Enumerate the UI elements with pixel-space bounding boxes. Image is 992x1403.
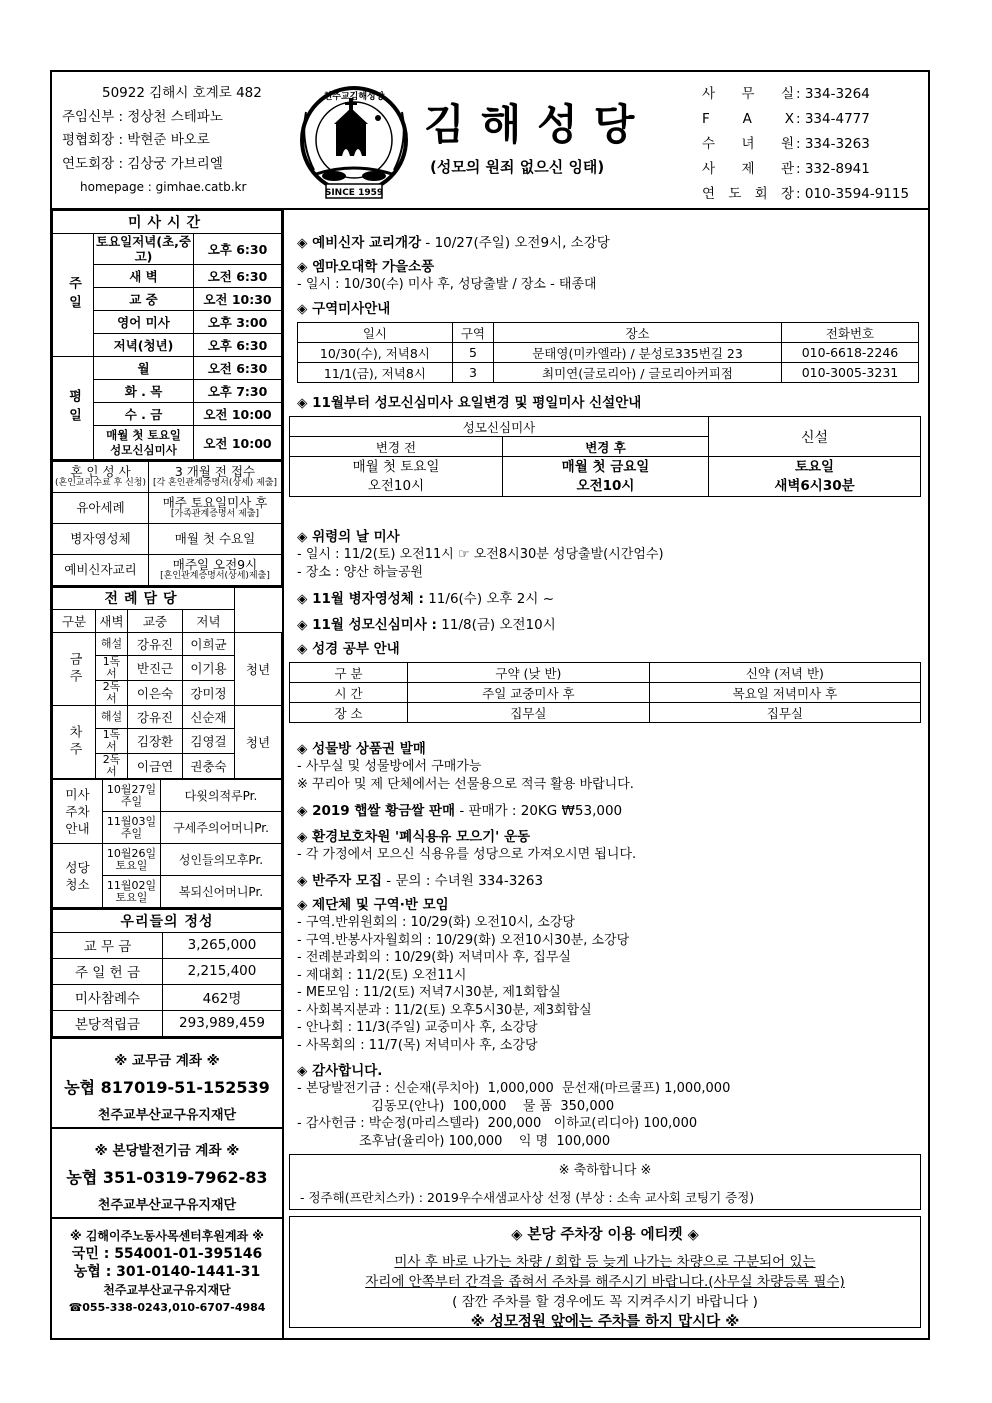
notice-district [297, 300, 390, 318]
page-title: 김해성당 [424, 100, 651, 149]
offering-value: 2,215,400 [163, 958, 282, 984]
notice-marian [297, 394, 641, 412]
sacrament-name [53, 523, 149, 554]
district-col-header: 구역 [452, 323, 493, 343]
sacrament-name [53, 554, 149, 585]
notice-sick-communion [297, 590, 554, 608]
main-column [287, 210, 928, 1338]
notice-title: ◈ 제단체 및 구역·반 모임 [297, 897, 449, 913]
duty-row [53, 844, 282, 876]
sacrament-value-text: 매주 토요일미사 후 [162, 495, 268, 510]
parking-line2: 자리에 안쪽부터 간격을 좁혀서 주차를 해주시기 바랍니다.(사무실 차량등록 필수) [365, 1274, 845, 1290]
marian-after-head: 변경 후 [503, 437, 709, 457]
thanks-item: - 본당발전기금 : 신순재(루치아) 1,000,000 문선재(마르쿨프) 1,000,000 [297, 1081, 731, 1096]
contact-label-char: 사 [702, 86, 716, 102]
contact-label-char: 도 [728, 186, 742, 202]
meeting-list [297, 914, 629, 1054]
sacrament-value-text: 매월 첫 수요일 [174, 531, 256, 546]
bible-col-header: 신약 (저녁 반) [649, 663, 920, 683]
homepage: homepage : gimhae.catb.kr [80, 180, 247, 194]
notice-title: ◈ 2019 햅쌀 황금쌀 판매 [297, 803, 456, 819]
mass-time: 오후 6:30 [194, 334, 282, 357]
mass-name: 새 벽 [94, 265, 194, 288]
liturgy-main: 신순재 [183, 706, 235, 729]
district-mass-table [297, 322, 919, 383]
labor-phone: ☎055-338-0243,010-6707-4984 [68, 1300, 266, 1314]
duty-date: 11월03일 주일 [103, 812, 161, 844]
bible-row [290, 683, 921, 703]
meeting-item: - 전례분과회의 : 10/29(화) 저녁미사 후, 집무실 [297, 950, 571, 965]
header [52, 72, 928, 210]
contact-row [702, 182, 928, 207]
contact-label [702, 132, 796, 157]
mass-name: 화 . 목 [94, 380, 194, 403]
notice-emmaus-detail: - 일시 : 10/30(수) 미사 후, 성당출발 / 장소 - 태종대 [297, 277, 597, 292]
liturgy-dawn: 김장환 [128, 729, 183, 754]
mass-schedule-head: 미사시간 [53, 211, 282, 234]
bible-study-table [289, 662, 921, 723]
district-date: 10/30(수), 저녁8시 [298, 343, 453, 363]
offering-row [53, 1010, 282, 1036]
liturgy-col-header: 저녁 [183, 610, 235, 633]
notice-marian-nov [297, 616, 556, 634]
notice-emmaus [297, 258, 434, 276]
liturgy-main: 김영걸 [183, 729, 235, 754]
bible-cell: 목요일 저녁미사 후 [649, 683, 920, 703]
sacrament-name-text: 유아세례 [76, 500, 125, 515]
duty-date: 10월27일 주일 [103, 780, 161, 812]
contact-label-char: 장 [780, 186, 794, 202]
duty-group: 성인들의모후Pr. [161, 844, 282, 876]
liturgy-col-header: 새벽 [96, 610, 128, 633]
address: 50922 김해시 호계로 482 [102, 85, 262, 101]
liturgy-main: 이기용 [183, 656, 235, 681]
offering-name: 주 일 헌 금 [53, 958, 163, 984]
contact-label-char: 실 [780, 86, 794, 102]
notice-text: - 문의 : 수녀원 334-3263 [382, 873, 544, 889]
mass-name: 영어 미사 [94, 311, 194, 334]
parking-title: ◈ 본당 주차장 이용 에티켓 ◈ [511, 1227, 699, 1243]
notice-oil-collection-detail: - 각 가정에서 모으신 식용유를 성당으로 가져오시면 됩니다. [297, 847, 637, 862]
contact-label-char: 원 [780, 136, 794, 152]
notice-title: ◈ 11월 병자영성체 : [297, 591, 424, 607]
labor-owner: 천주교부산교구유지재단 [103, 1282, 231, 1297]
notice-text: - 판매가 : 20KG ₩53,000 [455, 803, 623, 819]
offering-name: 미사참례수 [53, 984, 163, 1010]
sacrament-value-note: [가족관계증명서 제출] [170, 509, 260, 519]
sacrament-value-note: [각 혼인관계증명서(상세) 제출] [152, 478, 278, 489]
sacrament-value [149, 492, 282, 523]
notice-title: ◈ 엠마오대학 가을소풍 [297, 259, 435, 275]
bulletin-page [50, 70, 930, 1340]
district-zone: 3 [452, 363, 493, 383]
meeting-item: - 제대회 : 11/2(토) 오전11시 [297, 967, 467, 983]
contact-value: : 332-8941 [796, 161, 870, 177]
bible-cell: 집무실 [649, 703, 920, 723]
labor-title: ※ 김해이주노동사목센터후원계좌 ※ [70, 1228, 264, 1243]
contact-list [702, 82, 928, 207]
bible-col-header: 구약 (낮 반) [408, 663, 650, 683]
account-box-2 [52, 1127, 282, 1217]
contact-row [702, 132, 928, 157]
notice-catechumen [297, 234, 610, 252]
notice-title: ◈ 성경 공부 안내 [297, 641, 400, 657]
labor-center-box [52, 1217, 282, 1321]
notice-thanks [297, 1062, 382, 1080]
district-zone: 5 [452, 343, 493, 363]
contact-label-char: 수 [702, 136, 716, 152]
sacrament-value [149, 523, 282, 554]
liturgy-dawn: 반진근 [128, 656, 183, 681]
sacrament-value-text: 3 개월 전 접수 [174, 464, 256, 480]
bible-cell: 시 간 [290, 683, 408, 703]
notice-meetings [297, 896, 449, 914]
notice-gift-cards-detail2: ※ 꾸리아 및 제 단체에서는 선물용으로 적극 활용 바랍니다. [297, 777, 634, 792]
marian-before-head: 변경 전 [290, 437, 503, 457]
contact-row [702, 107, 928, 132]
contact-value: : 010-3594-9115 [796, 186, 910, 202]
bible-col-header: 구 분 [290, 663, 408, 683]
notice-oil-collection [297, 828, 530, 846]
account-title: ※ 본당발전기금 계좌 ※ [94, 1142, 240, 1159]
duty-row [53, 780, 282, 812]
liturgy-dawn: 강유진 [128, 706, 183, 729]
mass-time: 오후 3:00 [194, 311, 282, 334]
mass-row [53, 234, 282, 265]
duty-table [52, 779, 282, 908]
notice-gift-cards [297, 740, 426, 758]
liturgy-week-label: 금주 [53, 633, 96, 706]
marian-new: 토요일 새벽6시30분 [709, 457, 921, 497]
liturgy-week-label: 차주 [53, 706, 96, 779]
contact-label-char: A [742, 111, 752, 127]
contact-label-char: 사 [702, 161, 716, 177]
offering-head: 우리들의 정성 [53, 909, 282, 932]
district-place: 최미연(글로리아) / 글로리아커피점 [494, 363, 782, 383]
notice-bible-study [297, 640, 400, 658]
pastor: 주임신부 : 정상천 스테파노 [62, 108, 223, 125]
mass-time: 오전 6:30 [194, 265, 282, 288]
sacrament-name-text: 혼 인 성 사 [70, 464, 131, 480]
notice-title: ◈ 11월부터 성모신심미사 요일변경 및 평일미사 신설안내 [297, 395, 642, 411]
sacrament-name [53, 461, 149, 492]
contact-row [702, 82, 928, 107]
mass-schedule-table [52, 210, 282, 460]
duty-date: 10월26일 토요일 [103, 844, 161, 876]
marian-mass-table [289, 416, 921, 497]
liturgy-col-header: 구분 [53, 610, 96, 633]
liturgy-role: 1독서 [96, 656, 128, 681]
marian-head: 성모신심미사 [290, 417, 709, 437]
liturgy-role: 해설 [96, 633, 128, 656]
mass-name: 월 [94, 357, 194, 380]
liturgy-role: 2독서 [96, 754, 128, 779]
offering-row [53, 932, 282, 958]
mass-time: 오전 10:30 [194, 288, 282, 311]
notice-text: 11/8(금) 오전10시 [436, 617, 556, 633]
notice-title: ◈ 성물방 상품권 발매 [297, 741, 426, 757]
liturgy-col-header: 교중 [128, 610, 183, 633]
district-date: 11/1(금), 저녁8시 [298, 363, 453, 383]
sacrament-name-text: 병자영성체 [70, 531, 131, 546]
notice-all-souls-time: - 일시 : 11/2(토) 오전11시 ☞ 오전8시30분 성당출발(시간엄수) [297, 547, 664, 562]
contact-label-char: 연 [702, 186, 716, 202]
contact-row [702, 157, 928, 182]
bible-cell: 집무실 [408, 703, 650, 723]
liturgy-head: 전례담당 [53, 587, 235, 610]
bible-cell: 장 소 [290, 703, 408, 723]
labor-line2: 농협 : 301-0140-1441-31 [73, 1263, 261, 1280]
notice-all-souls-place: - 장소 : 양산 하늘공원 [297, 565, 424, 580]
bible-row [290, 703, 921, 723]
contact-label-char: F [702, 111, 710, 127]
contact-label-char: 무 [741, 86, 755, 102]
thanks-item: - 감사헌금 : 박순정(마리스텔라) 200,000 이하교(리디아) 100,000 [297, 1116, 698, 1131]
offering-value: 462명 [163, 984, 282, 1010]
offering-name: 교 무 금 [53, 932, 163, 958]
district-col-header: 장소 [494, 323, 782, 343]
notice-text: - 10/27(주일) 오전9시, 소강당 [421, 235, 610, 251]
liturgy-role: 1독서 [96, 729, 128, 754]
left-column [52, 210, 284, 1338]
seal-since-text: SINCE 1959 [324, 188, 384, 198]
mass-name: 수 . 금 [94, 403, 194, 426]
duty-date: 11월02일 토요일 [103, 876, 161, 908]
contact-value: : 334-4777 [796, 111, 870, 127]
duty-group: 다윗의적루Pr. [161, 780, 282, 812]
notice-text: 11/6(수) 오후 2시 ~ [423, 591, 555, 607]
liturgy-dawn: 이은숙 [128, 681, 183, 706]
liturgy-dawn: 강유진 [128, 633, 183, 656]
sacrament-note: (혼인교리수료 후 신청) [55, 478, 146, 489]
contact-value: : 334-3264 [796, 86, 870, 102]
account-owner: 천주교부산교구유지재단 [97, 1197, 237, 1213]
duty-group: 구세주의어머니Pr. [161, 812, 282, 844]
district-phone: 010-6618-2246 [781, 343, 918, 363]
meeting-item: - 사회복지분과 : 11/2(토) 오후5시30분, 제3회합실 [297, 1002, 592, 1018]
mass-time: 오후 6:30 [194, 234, 282, 265]
contact-label-char: 녀 [741, 136, 755, 152]
mass-group-label: 주일 [53, 234, 94, 357]
account-number: 농협 351-0319-7962-83 [66, 1167, 268, 1187]
notice-title: ◈ 환경보호차원 '폐식용유 모으기' 운동 [297, 829, 531, 845]
thanks-item: 조후남(율리아) 100,000 익 명 100,000 [297, 1133, 611, 1149]
notice-title: ◈ 예비신자 교리개강 [297, 235, 422, 251]
liturgy-dawn: 이금연 [128, 754, 183, 779]
mass-name: 토요일저녁(초,중고) [94, 234, 194, 265]
contact-value: : 334-3263 [796, 136, 870, 152]
marian-after: 매월 첫 금요일 오전10시 [503, 457, 709, 497]
notice-title: ◈ 구역미사안내 [297, 301, 391, 317]
page-subtitle: (성모의 원죄 없으신 잉태) [430, 158, 605, 176]
liturgy-evening: 청년 [235, 706, 282, 779]
district-row [298, 343, 919, 363]
congrats-box [289, 1154, 921, 1210]
liturgy-main: 강미정 [183, 681, 235, 706]
seal-top-text: 천주교김해성당 [323, 92, 385, 102]
notice-title: ◈ 감사합니다. [297, 1063, 383, 1079]
congrats-title: ※ 축하합니다 ※ [558, 1163, 652, 1178]
notice-title: ◈ 위령의 날 미사 [297, 529, 400, 545]
parking-line3: ( 잠깐 주차를 할 경우에도 꼭 지켜주시기 바랍니다 ) [452, 1294, 758, 1310]
account-title: ※ 교무금 계좌 ※ [114, 1052, 220, 1069]
meeting-item: - 구역.반봉사자월회의 : 10/29(화) 오전10시30분, 소강당 [297, 932, 630, 948]
parking-line1: 미사 후 바로 나가는 차량 / 회합 등 늦게 나가는 차량으로 구분되어 있는 [394, 1254, 816, 1270]
congrats-text: - 정주해(프란치스카) : 2019우수새샘교사상 선정 (부상 : 소속 교사회 코팅기 증정) [300, 1190, 755, 1205]
yeondo-president: 연도회장 : 김상궁 가브리엘 [62, 155, 223, 172]
liturgy-main: 이희균 [183, 633, 235, 656]
liturgy-role: 2독서 [96, 681, 128, 706]
notice-rice-sale [297, 802, 622, 820]
sacrament-row [53, 554, 282, 585]
mass-time: 오전 10:00 [194, 403, 282, 426]
sacrament-name-text: 예비신자교리 [64, 562, 137, 577]
account-owner: 천주교부산교구유지재단 [97, 1107, 237, 1123]
district-phone: 010-3005-3231 [781, 363, 918, 383]
marian-before: 매월 첫 토요일 오전10시 [290, 457, 503, 497]
notice-gift-cards-detail1: - 사무실 및 성물방에서 구매가능 [297, 759, 482, 774]
liturgy-role: 해설 [96, 706, 128, 729]
sacrament-row [53, 461, 282, 492]
council-president: 평협회장 : 박현준 바오로 [62, 132, 210, 148]
offering-name: 본당적립금 [53, 1010, 163, 1036]
district-col-header: 전화번호 [781, 323, 918, 343]
account-box-1 [52, 1037, 282, 1127]
contact-label-char: 관 [780, 161, 794, 177]
district-col-header: 일시 [298, 323, 453, 343]
mass-group-label: 평일 [53, 357, 94, 460]
meeting-item: - 구역.반위원회의 : 10/29(화) 오전10시, 소강당 [297, 915, 575, 930]
district-row [298, 363, 919, 383]
contact-label [702, 107, 796, 132]
mass-time: 오전 6:30 [194, 357, 282, 380]
sacrament-row [53, 523, 282, 554]
sacrament-row [53, 492, 282, 523]
meeting-item: - 안나회 : 11/3(주일) 교중미사 후, 소강당 [297, 1020, 538, 1035]
account-number: 농협 817019-51-152539 [64, 1077, 270, 1097]
liturgy-row [53, 633, 282, 656]
mass-time: 오후 7:30 [194, 380, 282, 403]
offering-value: 293,989,459 [163, 1010, 282, 1036]
contact-label-char: X [784, 111, 794, 127]
duty-group: 복되신어머니Pr. [161, 876, 282, 908]
sacrament-value-note: [혼인관계증명서(상세)제출] [160, 571, 270, 581]
notice-title: ◈ 반주자 모집 [297, 873, 382, 889]
parking-etiquette-box [289, 1216, 921, 1328]
notice-title: ◈ 11월 성모신심미사 : [297, 617, 437, 633]
sacrament-name [53, 492, 149, 523]
thanks-list [297, 1080, 730, 1150]
duty-label: 미사 주차 안내 [53, 780, 103, 844]
mass-row [53, 357, 282, 380]
duty-label: 성당 청소 [53, 844, 103, 908]
offering-table [52, 908, 282, 1037]
bible-cell: 주일 교중미사 후 [408, 683, 650, 703]
sacrament-value [149, 461, 282, 492]
mass-name: 교 중 [94, 288, 194, 311]
notice-organist [297, 872, 543, 890]
offering-row [53, 958, 282, 984]
meeting-item: - ME모임 : 11/2(토) 저녁7시30분, 제1회합실 [297, 985, 561, 1000]
contact-label [702, 157, 796, 182]
liturgy-row [53, 706, 282, 729]
parking-line4: ※ 성모정원 앞에는 주차를 하지 맙시다 ※ [470, 1314, 740, 1330]
sacrament-value [149, 554, 282, 585]
offering-value: 3,265,000 [163, 932, 282, 958]
mass-name: 매월 첫 토요일 성모신심미사 [94, 426, 194, 460]
liturgy-table [52, 586, 282, 780]
contact-label [702, 82, 796, 107]
header-info [62, 82, 292, 200]
marian-new-head: 신설 [709, 417, 921, 457]
mass-name: 저녁(청년) [94, 334, 194, 357]
thanks-item: 김동모(안나) 100,000 물 품 350,000 [297, 1098, 615, 1114]
sacrament-table [52, 460, 282, 586]
liturgy-main: 권충숙 [183, 754, 235, 779]
contact-label-char: 회 [754, 186, 768, 202]
contact-label-char: 제 [741, 161, 755, 177]
notice-all-souls [297, 528, 400, 546]
sacrament-value-text: 매주일 오전9시 [172, 557, 258, 572]
liturgy-evening: 청년 [235, 633, 282, 706]
parish-seal-logo [290, 82, 418, 204]
contact-label [702, 182, 796, 207]
district-place: 문태영(미카엘라) / 분성로335번길 23 [494, 343, 782, 363]
mass-time: 오전 10:00 [194, 426, 282, 460]
offering-row [53, 984, 282, 1010]
labor-line1: 국민 : 554001-01-395146 [71, 1245, 263, 1262]
meeting-item: - 사목회의 : 11/7(목) 저녁미사 후, 소강당 [297, 1037, 538, 1053]
